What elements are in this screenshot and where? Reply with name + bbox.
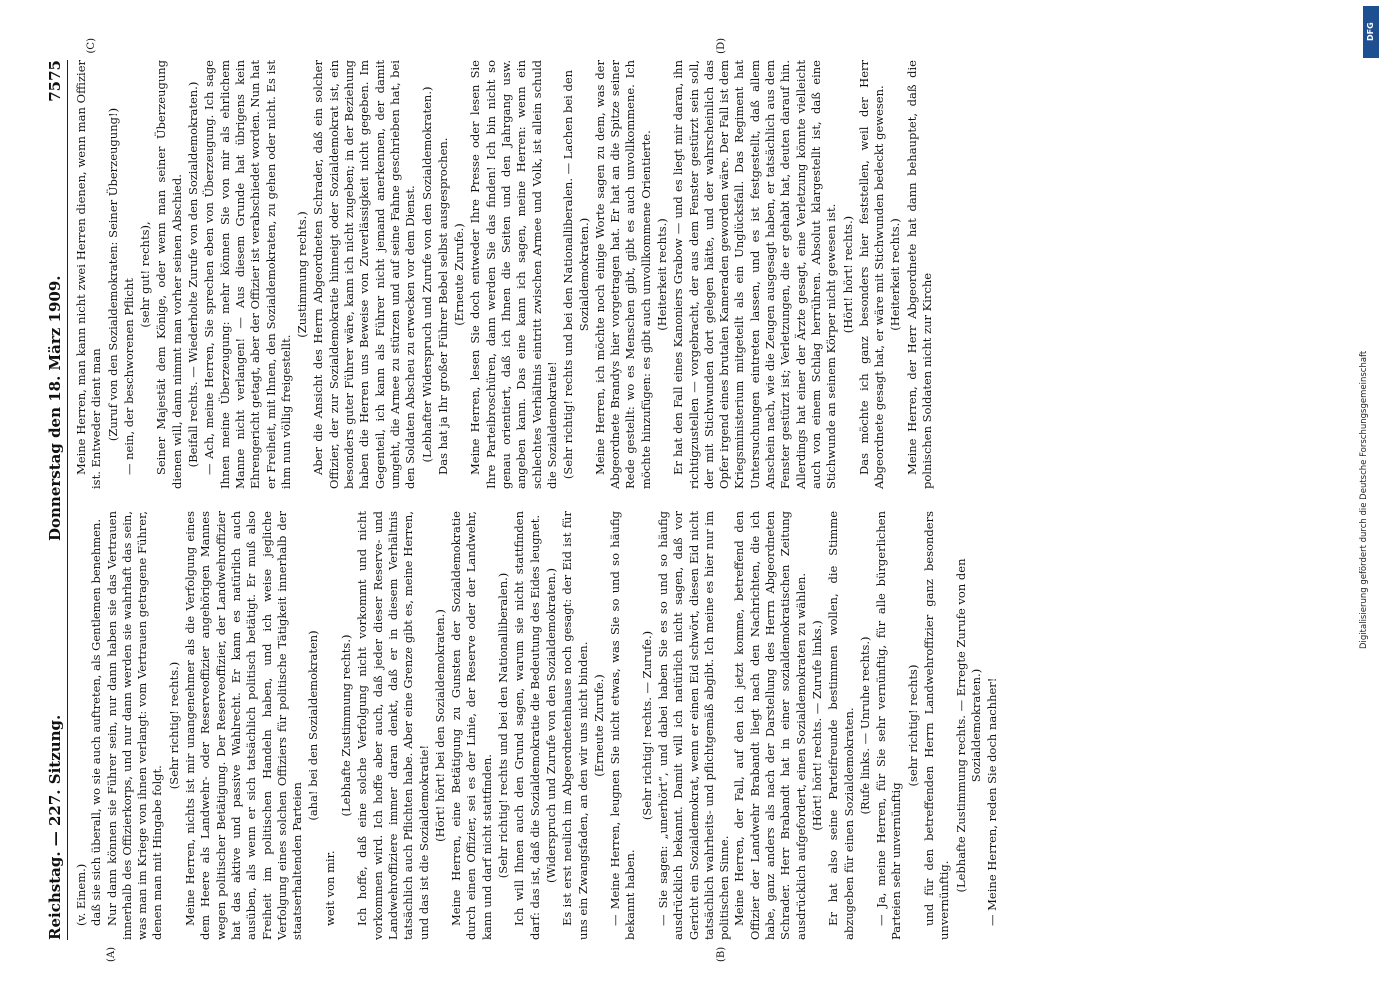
- header-left: Reichstag. — 227. Sitzung.: [46, 714, 64, 940]
- paragraph: Er hat also seine Parteifreunde bestimmen wollen, die Stimme abzugeben für einen Sozialdemokraten.: [826, 511, 856, 940]
- interjection: (Hört! hört! bei den Sozialdemokraten.): [432, 609, 447, 842]
- paragraph: Meine Herren, eine Betätigung zu Gunsten der Sozialdemokratie durch einen Offizier, sei es der Linie, der Reserve oder der Landwehr, kann und darf nicht stattfinden.: [449, 511, 494, 940]
- paragraph: — Meine Herren, reden Sie doch nachher!: [985, 677, 1000, 926]
- paragraph: (v. Einem.): [74, 863, 88, 926]
- paragraph: Nur dann können sie Führer sein, nur dann haben sie das Vertrauen innerhalb des Offizierkorps, und nur dann werden sie wahrhaft das sein, was man im Kriege von ihnen verlangt: vom Vertrauen getragene Führer, denen man mit Hingabe folgt.: [104, 511, 165, 940]
- paragraph: daß sie sich überall, wo sie auch auftreten, als Gentlemen benehmen.: [89, 518, 104, 926]
- paragraph: weit von mir.: [322, 850, 337, 926]
- interjection: (Zuruf von den Sozialdemokraten: Seiner Überzeugung!): [105, 107, 120, 442]
- dfg-logo: DFG: [1363, 6, 1379, 58]
- interjection: (Widerspruch und Zurufe von den Sozialdemokraten.): [543, 567, 558, 884]
- interjection: (Beifall rechts. — Wiederholte Zurufe von den Sozialdemokraten.): [186, 81, 201, 468]
- paragraph: Seiner Majestät dem Könige, oder wenn man seiner Überzeugung dienen will, dann nimmt man vorher seinen Abschied.: [154, 60, 184, 489]
- paragraph: Das hat ja Ihr großer Führer Bebel selbst ausgesprochen.: [435, 137, 450, 475]
- digitization-credit: Digitalisierung gefördert durch die Deutsche Forschungsgemeinschaft: [1359, 350, 1369, 650]
- interjection: (Sehr richtig! rechts.): [166, 661, 181, 790]
- text-columns: [74, 38, 1001, 962]
- paragraph: Ich will Ihnen auch den Grund sagen, warum sie nicht stattfinden darf: das ist, daß die Sozialdemokratie die Bedeutung des Eides leugnet.: [512, 511, 542, 940]
- paragraph: Ich hoffe, daß eine solche Verfolgung nicht vorkommt und nicht vorkommen wird. Ich hoffe aber auch, daß jeder dieser Reserve- und Landwehroffiziere immer daran denkt, daß er in diesem Verhältnis tatsächlich auch Pflichten habe. Aber eine Grenze gibt es, meine Herren, und das ist die Sozialdemokratie!: [355, 511, 431, 940]
- paragraph: Meine Herren, lesen Sie doch entweder Ihre Presse oder lesen Sie Ihre Parteibroschüren, dann werden Sie das finden! Ich bin nicht so genau orientiert, daß ich Ihnen die Seiten und den Jahrgang usw. angeben kann. Das eine kann ich sagen, meine Herren: wenn ein schlechtes Verhältnis eintritt zwischen Armee und Volk, ist allein schuld die Sozialdemokratie!: [468, 60, 559, 489]
- interjection: (sehr gut! rechts),: [138, 221, 153, 328]
- left-column: [74, 511, 1001, 962]
- paragraph: — Sie sagen: „unerhört“, und dabei haben Sie es so und so häufig ausdrücklich bekannt. Damit will ich natürlich nicht sagen, daß vor Gericht ein Sozialdemokrat, wenn er einen Eid schwört, diesen Eid nicht tatsächlich wahrheits- und pflichtgemäß abgibt. Ich meine es hier nur im politischen Sinne.: [655, 511, 732, 940]
- interjection: (Rufe links. — Unruhe rechts.): [857, 636, 872, 815]
- interjection: (Heiterkeit rechts.): [654, 218, 669, 331]
- header-center: Donnerstag den 18. März 1909.: [46, 275, 64, 541]
- interjection: (Lebhafter Widerspruch und Zurufe von den Sozialdemokraten.): [419, 86, 434, 463]
- interjection: (Erneute Zurufe.): [452, 223, 467, 326]
- interjection: (Lebhafte Zustimmung rechts. — Erregte Zurufe von den Sozialdemokraten.): [953, 558, 983, 893]
- paragraph: — Meine Herren, leugnen Sie nicht etwas, was Sie so und so häufig bekannt haben.: [608, 511, 638, 940]
- margin-letter-a: (A): [106, 946, 117, 962]
- paragraph: — nein, der beschworenen Pflicht: [121, 278, 136, 475]
- margin-letter-c: (C): [86, 38, 97, 54]
- interjection: (Sehr richtig! rechts. — Zurufe.): [639, 630, 654, 821]
- paragraph: — Ja, meine Herren, für Sie sehr vernünftig, für alle bürgerlichen Parteien sehr unvernünftig: [874, 511, 904, 940]
- paragraph: Meine Herren, ich möchte noch einige Worte sagen zu dem, was der Abgeordnete Brandys hier vorgetragen hat. Er hat an die Spitze seiner Rede gestellt: wo es Menschen gibt, gibt es auch unvollkommene. Ich möchte hinzufügen: es gibt auch unvollkommene Orientierte.: [592, 60, 653, 489]
- page-number: 7575: [46, 60, 64, 102]
- interjection: (aha! bei den Sozialdemokraten): [306, 630, 321, 821]
- page-header: [46, 60, 68, 940]
- paragraph: Meine Herren, nichts ist mir unangenehmer als die Verfolgung eines dem Heere als Landwehr- oder Reserveoffizier angehörigen Mannes wegen politischer Betätigung. Der Reserveoffizier, der Landwehroffizier hat das aktive und passive Wahlrecht. Er kann es natürlich auch ausüben, als wenn er sich tatsächlich politisch betätigt. Er muß also Freiheit im politischen Handeln haben, und ich weise jegliche Verfolgung eines solchen Offiziers für politische Tätigkeit innerhalb der staatserhaltenden Parteien: [183, 511, 305, 940]
- paragraph: Es ist erst neulich im Abgeordnetenhause noch gesagt: der Eid ist für uns ein Zwangsfaden, an den wir uns nicht binden.: [560, 511, 590, 940]
- interjection: (Sehr richtig! rechts und bei den Nationalliberalen. — Lachen bei den Sozialdemokraten.): [561, 69, 591, 480]
- paragraph: Er hat den Fall eines Kanoniers Grabow — und es liegt mir daran, ihn richtigzustellen — vorgebracht, der aus dem Fenster gestürzt sein soll, der mit Stichwunden dort gelegen hätte, und der wahrscheinlich das Opfer irgend eines brutalen Kameraden geworden wäre. Der Fall ist dem Kriegsministerium mitgeteilt als ein Unglücksfall. Das Regiment hat Untersuchungen eintreten lassen, und es ist festgestellt, daß allem Anschein nach, wie die Zeugen ausgesagt haben, er tatsächlich aus dem Fenster gestürzt ist; Verletzungen, die er gehabt hat, deuten darauf hin. Allerdings hat einer der Ärzte gesagt, eine Verletzung könnte vielleicht auch von einem Schlag herrühren. Absolut klargestellt ist, daß eine Stichwunde an seinem Körper nicht gewesen ist.: [671, 60, 839, 489]
- paragraph: Meine Herren, der Fall, auf den ich jetzt komme, betreffend den Offizier der Landwehr Brabandt liegt nach den Nachrichten, die ich habe, ganz anders als nach der Darstellung des Herrn Abgeordneten Schrader. Herr Brabandt hat in einer sozialdemokratischen Zeitung ausdrücklich aufgefordert, einen Sozialdemokraten zu wählen.: [732, 511, 808, 940]
- interjection: (Hört! hört! rechts. — Zurufe links.): [809, 620, 824, 831]
- paragraph: Aber die Ansicht des Herrn Abgeordneten Schrader, daß ein solcher Offizier, der zur Sozialdemokratie hinneigt oder Sozialdemokrat ist, ein besonders guter Führer wäre, kann ich nicht zugeben; in der Beziehung haben die Herren uns Beweise von Zuverlässigkeit nicht gegeben. Im Gegenteil, ich kann als Führer nicht jemand anerkennen, der damit umgeht, die Armee zu stürzen und auf seine Fahne geschrieben hat, bei den Soldaten Abscheu zu erwecken vor dem Dienst.: [311, 60, 418, 489]
- interjection: (Lebhafte Zustimmung rechts.): [339, 634, 354, 817]
- interjection: (Zustimmung rechts.): [295, 211, 310, 338]
- margin-letter-b: (B): [716, 946, 727, 962]
- right-column: [74, 38, 1001, 489]
- interjection: (Erneute Zurufe.): [591, 674, 606, 777]
- interjection: (sehr richtig! rechts): [905, 664, 920, 787]
- margin-letter-d: (D): [716, 38, 727, 54]
- interjection: (Heiterkeit rechts.): [888, 218, 903, 331]
- interjection: (Hört! hört! rechts.): [840, 215, 855, 334]
- paragraph: — Ach, meine Herren, Sie sprechen eben von Überzeugung. Ich sage Ihnen meine Überzeugung: mehr können Sie von mir als ehrlichem Manne nicht verlangen! — Aus diesem Grunde hat übrigens kein Ehrengericht getagt, aber der Offizier ist verabschiedet worden. Nun hat er Freiheit, mit Ihnen, den Sozialdemokraten, zu gehen oder nicht. Es ist ihm nun völlig freigestellt.: [202, 60, 293, 489]
- paragraph: und für den betreffenden Herrn Landwehroffizier ganz besonders unvernünftig.: [922, 511, 952, 940]
- paragraph: Meine Herren, man kann nicht zwei Herren dienen, wenn man Offizier ist. Entweder dient man: [74, 60, 104, 489]
- paragraph: Meine Herren, der Herr Abgeordnete hat dann behauptet, daß die polnischen Soldaten nicht zur Kirche: [904, 60, 935, 489]
- paragraph: Das möchte ich ganz besonders hier feststellen, weil der Herr Abgeordnete gesagt hat, er wäre mit Stichwunden bedeckt gewesen.: [856, 60, 887, 489]
- document-page: [40, 38, 1340, 962]
- interjection: (Sehr richtig! rechts und bei den Nationalliberalen.): [496, 572, 511, 879]
